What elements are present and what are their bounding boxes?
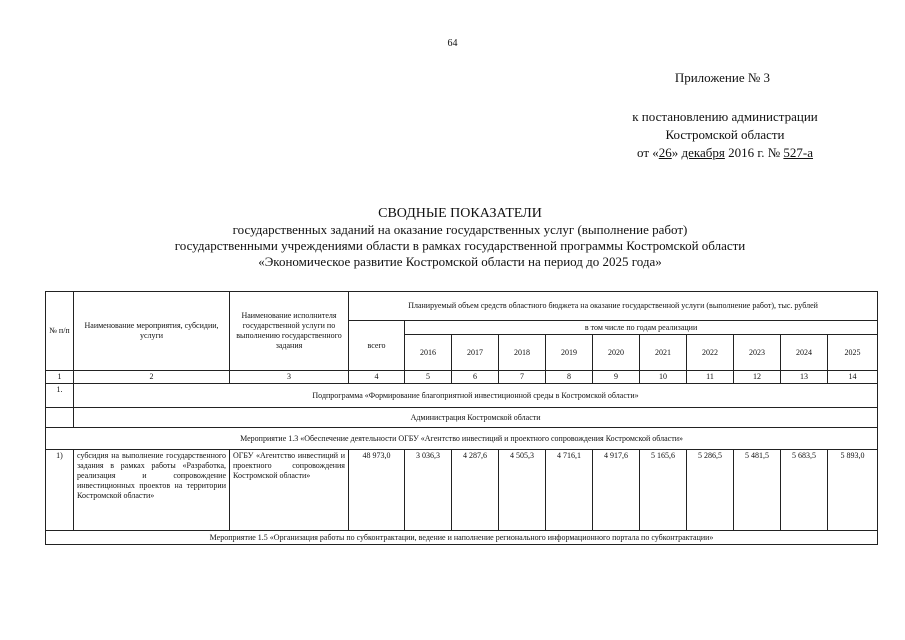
row-measure: субсидия на выполнение государственного задания в рамках работы «Разработка, реализация и сопровождение инвестиционных проектов на территории Костромской области» xyxy=(74,450,230,531)
resolution-number: 527-а xyxy=(783,145,814,160)
header-year: 2023 xyxy=(734,335,781,371)
col-number: 1 xyxy=(46,371,74,384)
column-number-row xyxy=(46,371,878,384)
col-number: 12 xyxy=(734,371,781,384)
event-1-3-title: Мероприятие 1.3 «Обеспечение деятельности ОГБУ «Агентство инвестиций и проектного сопровождения Костромской области» xyxy=(46,428,878,450)
row-value: 3 036,3 xyxy=(405,450,452,531)
resolution-mid-1: » xyxy=(671,145,682,160)
col-number: 4 xyxy=(349,371,405,384)
title-heading: СВОДНЫЕ ПОКАЗАТЕЛИ xyxy=(378,206,542,221)
row-value: 4 287,6 xyxy=(452,450,499,531)
header-measure: Наименование мероприятия, субсидии, услуги xyxy=(74,292,230,371)
header-year: 2021 xyxy=(640,335,687,371)
col-number: 5 xyxy=(405,371,452,384)
col-number: 3 xyxy=(230,371,349,384)
appendix-label: Приложение № 3 xyxy=(674,70,770,85)
col-number: 9 xyxy=(593,371,640,384)
header-total: всего xyxy=(349,321,405,371)
section-number: 1. xyxy=(46,384,74,408)
page-number: 64 xyxy=(447,38,458,49)
resolution-reference xyxy=(600,108,850,162)
event-1-3-row xyxy=(46,428,878,450)
header-by-years: в том числе по годам реализации xyxy=(405,321,878,335)
event-1-5-row xyxy=(46,531,878,545)
header-planned: Планируемый объем средств областного бюджета на оказание государственной услуги (выполнение работ), тыс. рублей xyxy=(349,292,878,321)
header-year: 2017 xyxy=(452,335,499,371)
resolution-date-line xyxy=(600,144,850,162)
event-1-5-title: Мероприятие 1.5 «Организация работы по субконтрактации, ведение и наполнение регионального информационного портала по субконтрактации» xyxy=(46,531,878,545)
row-total: 48 973,0 xyxy=(349,450,405,531)
resolution-month: декабря xyxy=(681,145,725,160)
header-year: 2018 xyxy=(499,335,546,371)
subprogram-row xyxy=(46,384,878,408)
title-line-2: государственными учреждениями области в рамках государственной программы Костромской области xyxy=(174,238,746,253)
resolution-day: 26 xyxy=(658,145,672,160)
resolution-line-1: к постановлению администрации xyxy=(632,109,818,124)
administration-row xyxy=(46,408,878,428)
col-number: 14 xyxy=(828,371,878,384)
resolution-line-2: Костромской области xyxy=(665,127,785,142)
row-value: 5 481,5 xyxy=(734,450,781,531)
row-value: 4 716,1 xyxy=(546,450,593,531)
col-number: 11 xyxy=(687,371,734,384)
subprogram-title: Подпрограмма «Формирование благоприятной инвестиционной среды в Костромской области» xyxy=(74,384,878,408)
table-row xyxy=(46,450,878,531)
col-number: 10 xyxy=(640,371,687,384)
header-executor: Наименование исполнителя государственной услуги по выполнению государственного задания xyxy=(230,292,349,371)
administration-title: Администрация Костромской области xyxy=(74,408,878,428)
header-year: 2022 xyxy=(687,335,734,371)
header-year: 2020 xyxy=(593,335,640,371)
title-line-3: «Экономическое развитие Костромской области на период до 2025 года» xyxy=(258,254,662,269)
row-executor: ОГБУ «Агентство инвестиций и проектного сопровождения Костромской области» xyxy=(230,450,349,531)
row-value: 4 505,3 xyxy=(499,450,546,531)
header-year: 2016 xyxy=(405,335,452,371)
row-value: 5 286,5 xyxy=(687,450,734,531)
row-number: 1) xyxy=(46,450,74,531)
col-number: 8 xyxy=(546,371,593,384)
header-num: № п/п xyxy=(46,292,74,371)
header-year: 2025 xyxy=(828,335,878,371)
document-title xyxy=(40,206,880,270)
indicators-table xyxy=(45,291,878,545)
row-value: 4 917,6 xyxy=(593,450,640,531)
header-year: 2019 xyxy=(546,335,593,371)
administration-empty-cell xyxy=(46,408,74,428)
header-year: 2024 xyxy=(781,335,828,371)
col-number: 13 xyxy=(781,371,828,384)
resolution-mid-2: 2016 г. № xyxy=(724,145,784,160)
col-number: 7 xyxy=(499,371,546,384)
resolution-prefix: от « xyxy=(636,145,659,160)
title-line-1: государственных заданий на оказание государственных услуг (выполнение работ) xyxy=(232,222,688,237)
col-number: 6 xyxy=(452,371,499,384)
row-value: 5 165,6 xyxy=(640,450,687,531)
row-value: 5 683,5 xyxy=(781,450,828,531)
col-number: 2 xyxy=(74,371,230,384)
row-value: 5 893,0 xyxy=(828,450,878,531)
